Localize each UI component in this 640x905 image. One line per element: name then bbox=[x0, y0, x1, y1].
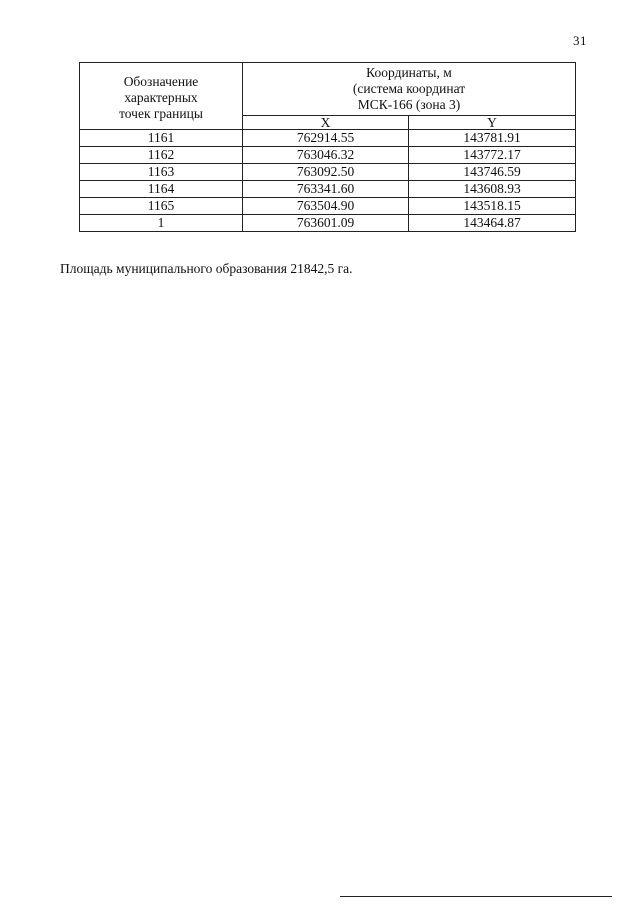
cell-y: 143746.59 bbox=[409, 164, 576, 181]
cell-point: 1162 bbox=[80, 147, 243, 164]
header-x: X bbox=[243, 116, 409, 130]
cell-x: 763504.90 bbox=[243, 198, 409, 215]
cell-y: 143464.87 bbox=[409, 215, 576, 232]
bottom-rule bbox=[340, 896, 612, 897]
cell-x: 763092.50 bbox=[243, 164, 409, 181]
header-coordinates bbox=[243, 63, 576, 116]
table-row bbox=[80, 181, 576, 198]
coordinates-table bbox=[79, 62, 576, 232]
header-coords-line: Координаты, м bbox=[366, 65, 452, 80]
area-statement: Площадь муниципального образования 21842,5 га. bbox=[60, 261, 353, 276]
header-point-designation bbox=[80, 63, 243, 130]
cell-x: 763601.09 bbox=[243, 215, 409, 232]
header-point-line: точек границы bbox=[119, 106, 203, 121]
header-y: Y bbox=[409, 116, 576, 130]
header-coords-line: (система координат bbox=[352, 81, 466, 96]
table-row bbox=[80, 215, 576, 232]
header-point-line: характерных bbox=[124, 90, 198, 105]
cell-y: 143781.91 bbox=[409, 130, 576, 147]
table-row bbox=[80, 130, 576, 147]
header-coords-line: МСК-166 (зона 3) bbox=[357, 97, 461, 112]
cell-y: 143518.15 bbox=[409, 198, 576, 215]
cell-point: 1165 bbox=[80, 198, 243, 215]
cell-point: 1 bbox=[80, 215, 243, 232]
header-point-line: Обозначение bbox=[123, 74, 199, 89]
cell-x: 763341.60 bbox=[243, 181, 409, 198]
cell-point: 1163 bbox=[80, 164, 243, 181]
cell-y: 143772.17 bbox=[409, 147, 576, 164]
cell-x: 763046.32 bbox=[243, 147, 409, 164]
cell-point: 1164 bbox=[80, 181, 243, 198]
cell-point: 1161 bbox=[80, 130, 243, 147]
cell-y: 143608.93 bbox=[409, 181, 576, 198]
table-row bbox=[80, 198, 576, 215]
page-number: 31 bbox=[573, 33, 587, 48]
table-row bbox=[80, 164, 576, 181]
cell-x: 762914.55 bbox=[243, 130, 409, 147]
table-row bbox=[80, 147, 576, 164]
